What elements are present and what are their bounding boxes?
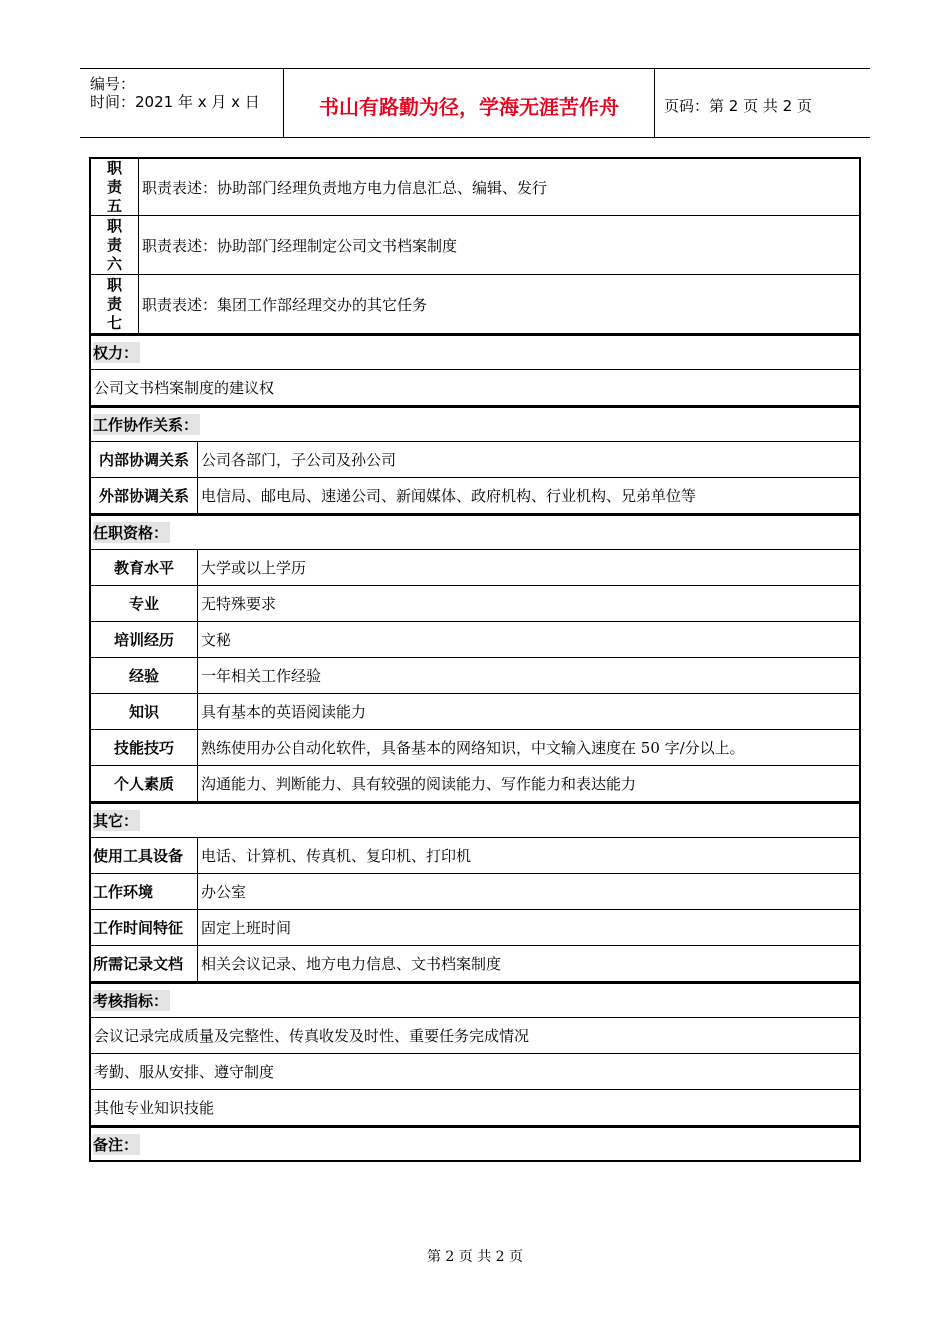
qualification-value-cell <box>198 586 859 621</box>
others-label-cell <box>91 874 198 909</box>
qualification-row <box>89 658 861 694</box>
qualification-value-cell <box>198 622 859 657</box>
others-label-cell <box>91 910 198 945</box>
relation-value-cell <box>198 442 859 477</box>
others-value: 固定上班时间 <box>201 919 292 937</box>
page-header <box>80 68 870 138</box>
duty-text: 职责表述：协助部门经理制定公司文书档案制度 <box>142 236 458 255</box>
qualification-label-cell <box>91 766 198 801</box>
qualification-value: 文秘 <box>201 631 232 649</box>
assessment-row <box>89 1018 861 1054</box>
qualification-value: 无特殊要求 <box>201 595 277 613</box>
qualification-value-cell <box>198 550 859 585</box>
others-label: 所需记录文档 <box>93 955 184 973</box>
section-title: 权力： <box>93 344 139 362</box>
qualification-value-cell <box>198 730 859 765</box>
relation-value: 电信局、邮电局、速递公司、新闻媒体、政府机构、行业机构、兄弟单位等 <box>201 487 697 505</box>
qualification-label-cell <box>91 730 198 765</box>
others-value-cell <box>198 838 859 873</box>
assessment-item: 其他专业知识技能 <box>94 1099 215 1117</box>
relations-title <box>93 408 200 441</box>
qualification-value: 一年相关工作经验 <box>201 667 322 685</box>
assessment-item: 考勤、服从安排、遵守制度 <box>94 1063 275 1081</box>
header-meta <box>80 69 284 137</box>
document-date: 时间：2021 年 x 月 x 日 <box>90 93 260 111</box>
page-footer: 第 2 页 共 2 页 <box>426 1249 524 1265</box>
job-description-table <box>89 157 861 1162</box>
duty-row-5 <box>89 157 861 216</box>
relation-label: 内部协调关系 <box>98 451 189 469</box>
others-label: 工作环境 <box>93 883 154 901</box>
qualification-row <box>89 622 861 658</box>
duty-text-cell-7 <box>139 275 859 333</box>
qualification-value: 熟练使用办公自动化软件，具备基本的网络知识，中文输入速度在 50 字/分以上。 <box>201 739 745 757</box>
duty-label-char: 职 <box>106 275 122 294</box>
others-label-cell <box>91 946 198 981</box>
qualification-row <box>89 766 861 802</box>
qualification-label: 教育水平 <box>113 559 174 577</box>
relation-value-cell <box>198 478 859 513</box>
qualification-label-cell <box>91 586 198 621</box>
others-value: 电话、计算机、传真机、复印机、打印机 <box>201 847 472 865</box>
duty-text-cell-6 <box>139 216 859 274</box>
assessment-cell <box>91 1090 214 1125</box>
assessment-cell <box>91 1054 274 1089</box>
relation-row <box>89 442 861 478</box>
header-motto-cell <box>284 69 655 137</box>
others-row <box>89 946 861 982</box>
relations-title-row <box>89 406 861 442</box>
authority-text-cell <box>91 370 274 405</box>
duty-label-char: 职 <box>106 158 122 177</box>
others-value: 办公室 <box>201 883 247 901</box>
others-title <box>93 804 140 837</box>
duty-label-char: 责 <box>106 294 122 313</box>
authority-text: 公司文书档案制度的建议权 <box>94 379 275 397</box>
relation-label-cell <box>91 478 198 513</box>
qualification-value-cell <box>198 694 859 729</box>
qualification-label-cell <box>91 658 198 693</box>
duty-text: 职责表述：集团工作部经理交办的其它任务 <box>142 295 428 314</box>
duty-text-cell-5 <box>139 159 859 215</box>
duty-label-char: 六 <box>106 254 122 273</box>
others-row <box>89 874 861 910</box>
remarks-title <box>93 1128 140 1160</box>
qualification-value-cell <box>198 766 859 801</box>
section-title: 任职资格： <box>93 524 169 542</box>
section-title: 其它： <box>93 812 139 830</box>
qualification-label-cell <box>91 550 198 585</box>
others-label: 工作时间特征 <box>93 919 184 937</box>
assessment-row <box>89 1054 861 1090</box>
header-page-info: 页码：第 2 页 共 2 页 <box>664 97 812 115</box>
qualification-label-cell <box>91 622 198 657</box>
remarks-title-row <box>89 1126 861 1162</box>
duty-label-char: 五 <box>106 196 122 215</box>
assessment-cell <box>91 1018 529 1053</box>
others-value-cell <box>198 874 859 909</box>
qualification-label-cell <box>91 694 198 729</box>
qualification-row <box>89 550 861 586</box>
document-number-label: 编号： <box>90 75 136 93</box>
duty-label-6 <box>91 216 139 274</box>
duty-label-char: 职 <box>106 216 122 235</box>
relation-label-cell <box>91 442 198 477</box>
duty-row-6 <box>89 216 861 275</box>
assessment-item: 会议记录完成质量及完整性、传真收发及时性、重要任务完成情况 <box>94 1027 530 1045</box>
qualification-row <box>89 730 861 766</box>
others-title-row <box>89 802 861 838</box>
others-label-cell <box>91 838 198 873</box>
others-value-cell <box>198 910 859 945</box>
qualification-label: 知识 <box>128 703 159 721</box>
others-row <box>89 910 861 946</box>
assessment-title <box>93 984 170 1017</box>
relation-label: 外部协调关系 <box>98 487 189 505</box>
duty-label-char: 责 <box>106 235 122 254</box>
duty-label-char: 七 <box>106 313 122 332</box>
qualification-value: 沟通能力、判断能力、具有较强的阅读能力、写作能力和表达能力 <box>201 775 637 793</box>
qualifications-title-row <box>89 514 861 550</box>
assessment-row <box>89 1090 861 1126</box>
qualification-label: 专业 <box>128 595 159 613</box>
section-title: 备注： <box>93 1135 139 1154</box>
qualification-row <box>89 694 861 730</box>
qualification-label: 技能技巧 <box>113 739 174 757</box>
authority-title-row <box>89 334 861 370</box>
qualification-row <box>89 586 861 622</box>
relation-value: 公司各部门，子公司及孙公司 <box>201 451 397 469</box>
duty-text: 职责表述：协助部门经理负责地方电力信息汇总、编辑、发行 <box>142 178 548 197</box>
qualification-value: 大学或以上学历 <box>201 559 307 577</box>
assessment-title-row <box>89 982 861 1018</box>
duty-label-char: 责 <box>106 177 122 196</box>
qualification-value: 具有基本的英语阅读能力 <box>201 703 367 721</box>
qualifications-title <box>93 516 170 549</box>
others-row <box>89 838 861 874</box>
others-label: 使用工具设备 <box>93 847 184 865</box>
header-motto: 书山有路勤为径，学海无涯苦作舟 <box>319 95 619 119</box>
relation-row <box>89 478 861 514</box>
qualification-label: 个人素质 <box>113 775 174 793</box>
qualification-value-cell <box>198 658 859 693</box>
section-title: 考核指标： <box>93 992 169 1010</box>
authority-title <box>93 336 140 369</box>
qualification-label: 经验 <box>128 667 159 685</box>
authority-text-row <box>89 370 861 406</box>
duty-label-7 <box>91 275 139 333</box>
qualification-label: 培训经历 <box>113 631 174 649</box>
section-title: 工作协作关系： <box>93 416 199 434</box>
others-value-cell <box>198 946 859 981</box>
others-value: 相关会议记录、地方电力信息、文书档案制度 <box>201 955 502 973</box>
duty-label-5 <box>91 159 139 215</box>
duty-row-7 <box>89 275 861 334</box>
